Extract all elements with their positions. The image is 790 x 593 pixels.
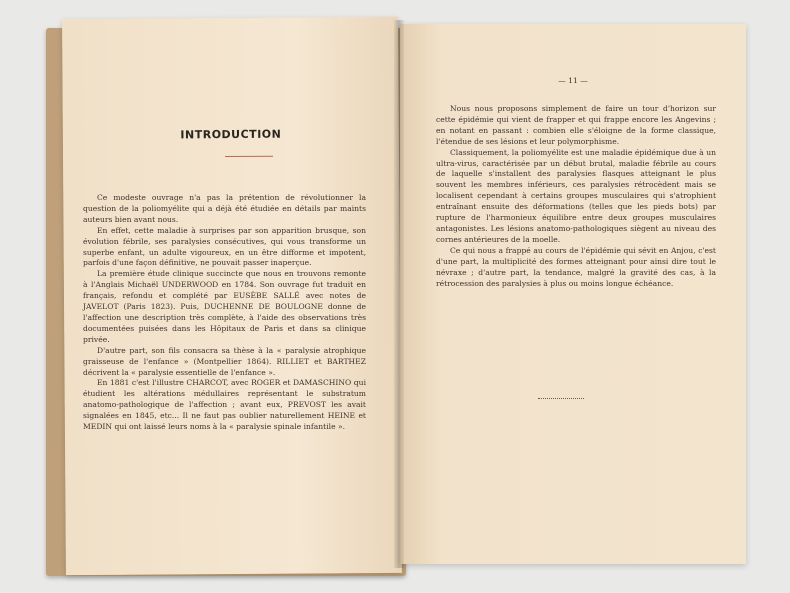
paragraph: Ce qui nous a frappé au cours de l'épidémie qui sévit en Anjou, c'est d'une part, la multiplicité des formes atteignant pour ainsi dire tout le névraxe ; d'autre part, la tendance, malgré la gravité des cas, à la rétrocession des paralysies à plus ou moins longue échéance. — [436, 245, 716, 288]
paragraph: D'autre part, son fils consacra sa thèse à la « paralysie atrophique graisseuse de l'enfance » (Montpellier 1864). RILLIET et BARTHEZ décrivent la « paralysie essentielle de l'enfance ». — [83, 345, 366, 377]
title-divider — [225, 156, 273, 157]
paragraph: Classiquement, la poliomyélite est une maladie épidémique due à un ultra-virus, caractérisée par un début brutal, maladie fébrile au cours de laquelle s'installent des paralysies flasques atteignant le plus souvent les membres inférieurs, ces paralysies rétrocèdent mais se localisent cependant à certains groupes musculaires qui s'atrophient entraînant ensuite des déformations (telles que les pieds bots) par rupture de l'harmonieux équilibre entre deux groupes musculaires antagonistes. Les lésions anatomo-pathologiques siègent au niveau des cornes antérieures de la moelle. — [436, 147, 716, 244]
page-number: — 11 — — [558, 76, 588, 85]
paragraph: Ce modeste ouvrage n'a pas la prétention de révolutionner la question de la poliomyélite qui a déjà été étudiée en détails par maints auteurs bien avant nous. — [83, 193, 366, 224]
paragraph: En effet, cette maladie à surprises par son apparition brusque, son évolution fébrile, ses paralysies consécutives, qui vous transforme un superbe enfant, un adulte vigoureux, en un être difforme et impotent, parfois d'une façon définitive, ne pouvait passer inaperçue. — [83, 225, 366, 268]
section-separator — [538, 398, 584, 399]
chapter-title: INTRODUCTION — [180, 127, 282, 142]
paragraph: Nous nous proposons simplement de faire un tour d'horizon sur cette épidémie qui vient de frapper et qui frappe encore les Angevins ; en notant en passant : combien elle s'éloigne de la forme classique, l'étendue de ses lésions et leur polymorphisme. — [436, 104, 716, 146]
paragraph: La première étude clinique succincte que nous en trouvons remonte à l'Anglais Michaël UNDERWOOD en 1784. Son ouvrage fut traduit en français, refondu et complété par EUSÈBE SALLÉ avec notes de JAVELOT (Paris 1823). Puis, DUCHENNE DE BOULOGNE donne de l'affection une description très complète, à l'aide des observations très documentées puisées dans les Hôpitaux de Paris et dans sa clinique privée. — [83, 269, 366, 344]
left-page-text — [83, 193, 366, 433]
right-page-text — [436, 104, 716, 289]
book-gutter — [394, 20, 404, 568]
paragraph: En 1881 c'est l'illustre CHARCOT, avec ROGER et DAMASCHINO qui étudient les altérations médullaires représentant le substratum anatomo-pathologique de l'affection ; avant eux, PREVOST les avait signalées en 1845, etc... Il ne faut pas oublier naturellement HEINE et MEDIN qui ont laissé leurs noms à la « paralysie spinale infantile ». — [83, 378, 366, 432]
right-page — [400, 24, 746, 564]
